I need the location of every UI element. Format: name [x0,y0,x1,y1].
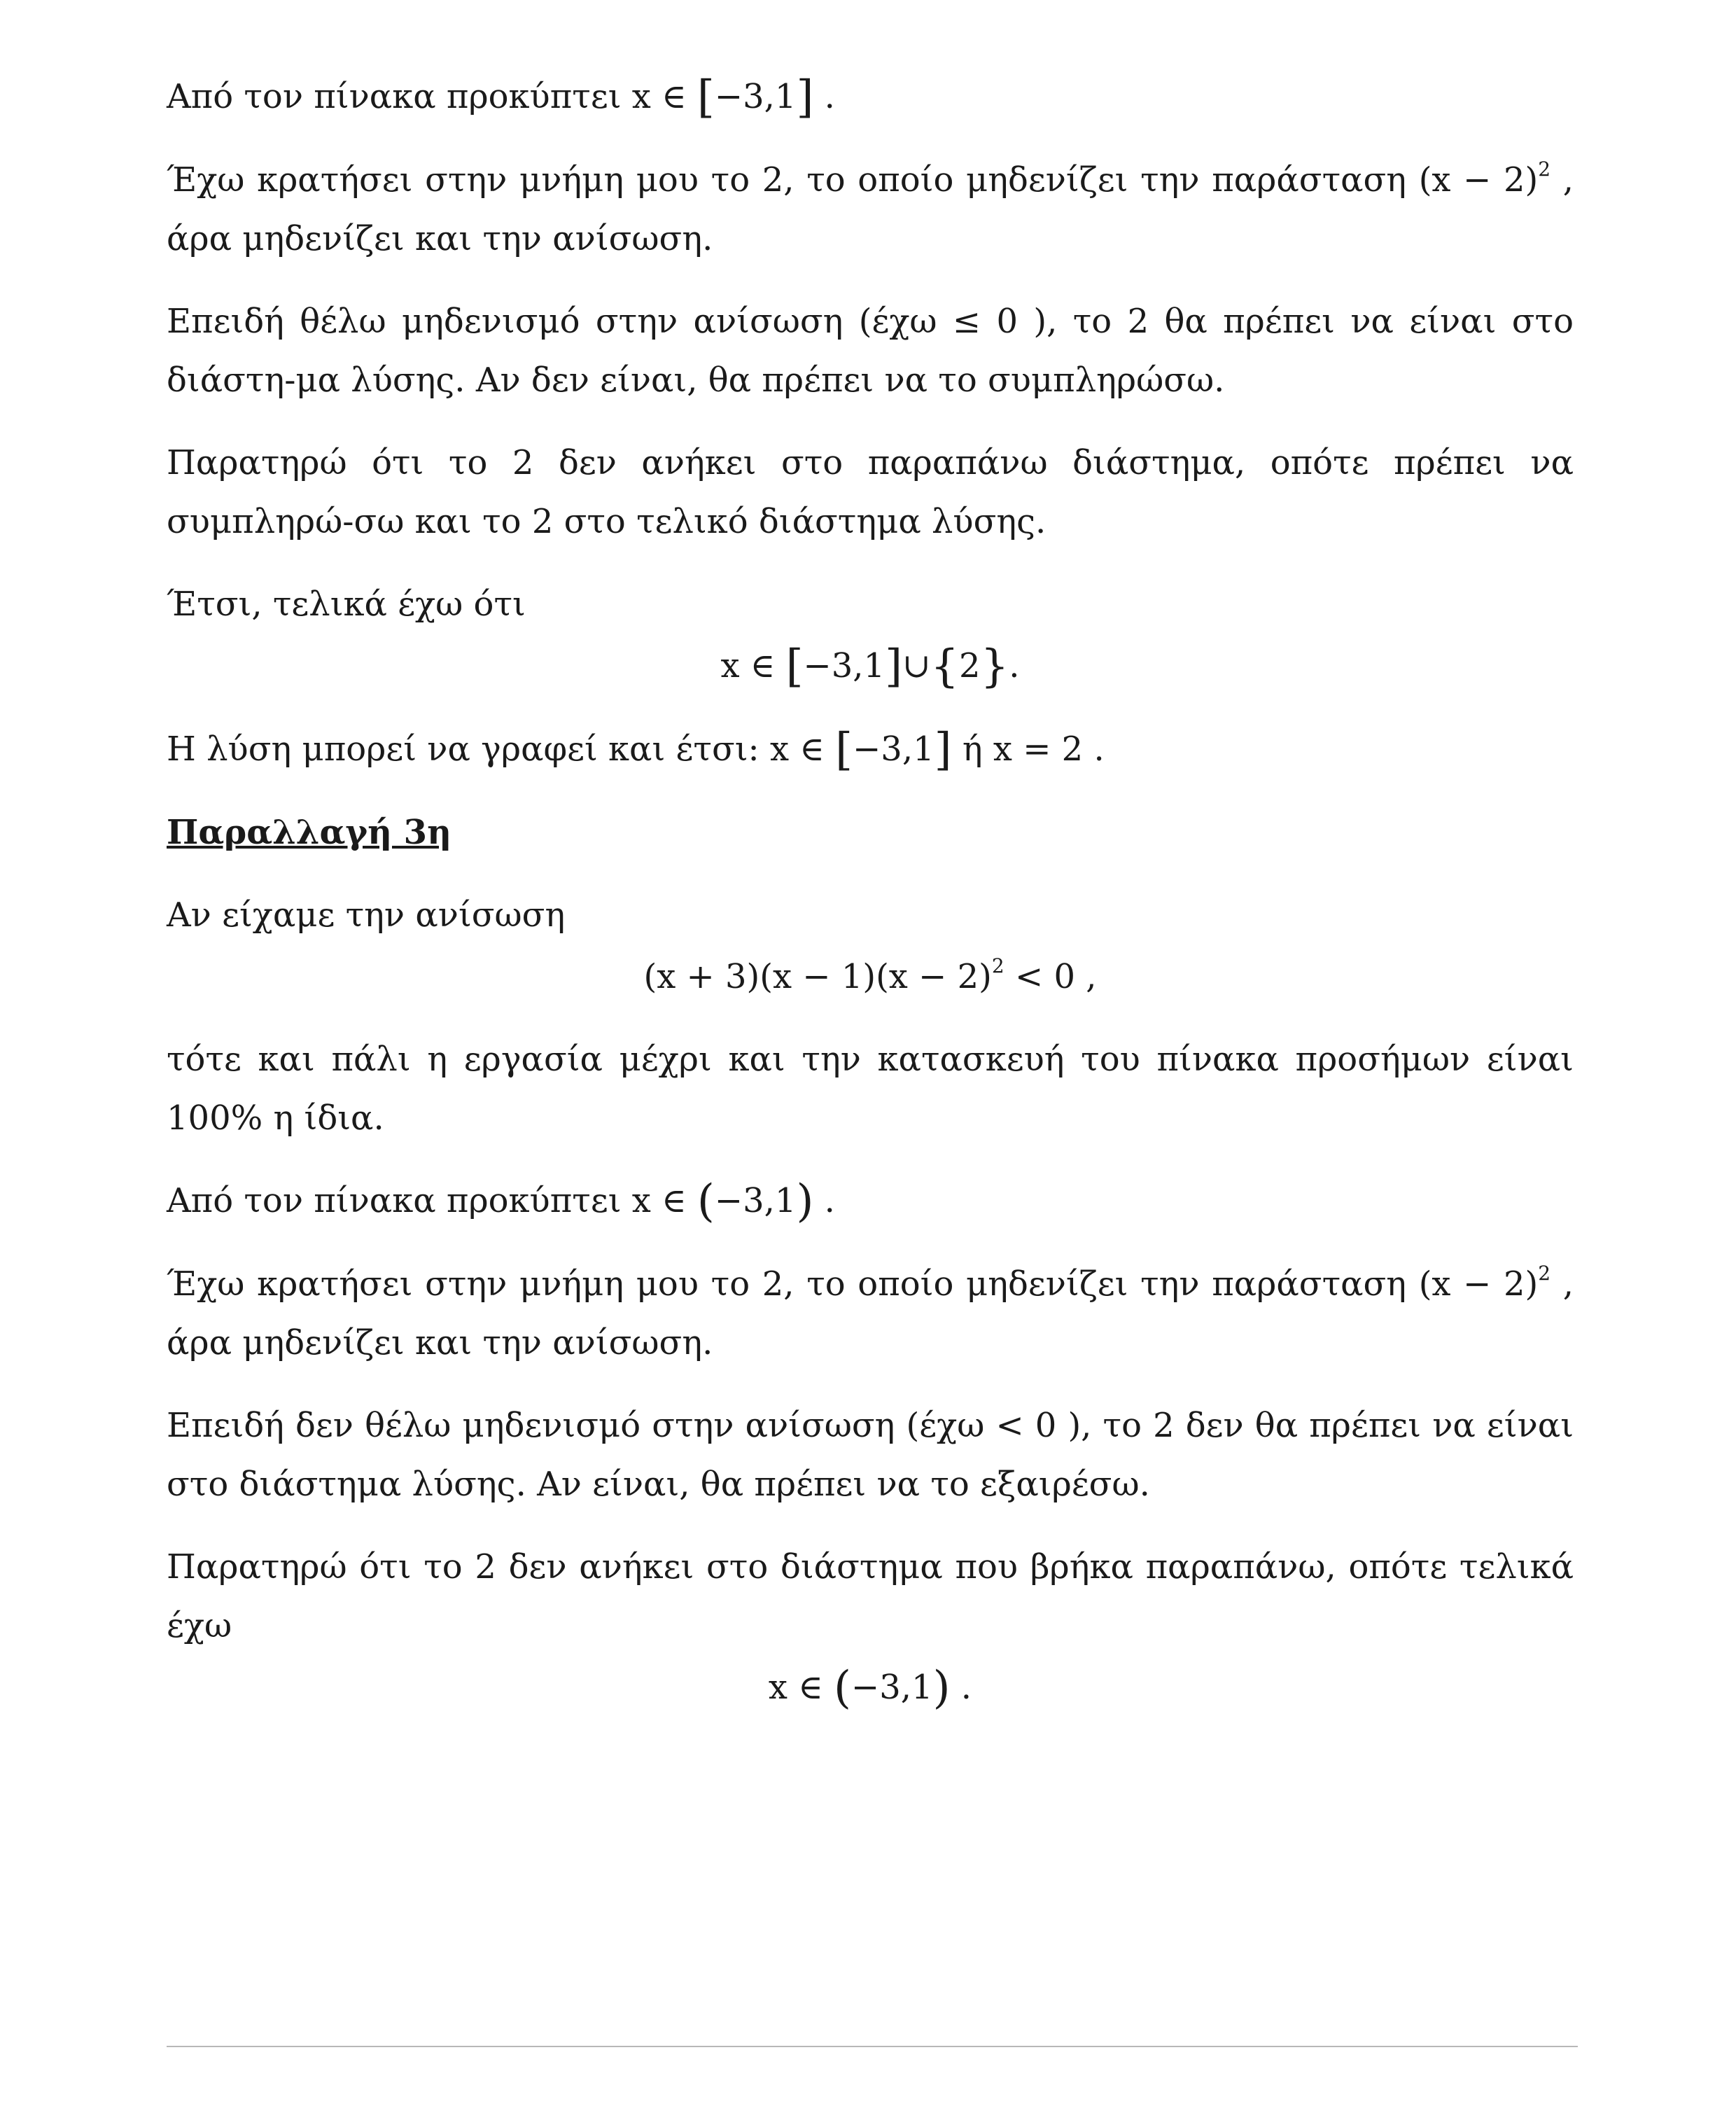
paragraph [167,67,1574,127]
exponent: 2 [1538,158,1551,181]
paragraph [167,1537,1574,1655]
bracket: ( [834,1662,852,1714]
text-run: Η λύση μπορεί να γραφεί και έτσι: [167,730,770,769]
math-expression: x ∈ [631,1181,697,1220]
document-page [167,67,1574,1741]
text-run: . [813,1181,835,1220]
math-expression: (x − 2) [1418,1264,1539,1304]
bracket: } [980,641,1009,692]
paragraph [167,886,1574,944]
section-heading [167,803,1574,862]
text-run: . [813,77,835,116]
math-expression: (x − 2) [1418,160,1539,200]
text-run: . [1083,730,1105,769]
math-expression: −3,1 [714,77,797,116]
math-expression: −3,1 [714,1181,797,1220]
math-expression: x = 2 [993,730,1084,769]
text-run: . [1009,646,1020,685]
bracket: ) [932,1662,951,1714]
bracket: [ [785,641,804,692]
footer-rule [167,2046,1578,2047]
math-expression: < 0 , [1004,957,1097,996]
display-equation [167,1658,1574,1717]
bracket: ] [796,71,814,123]
text-run: Έτσι, τελικά έχω ότι [167,585,526,624]
text-run: Από τον πίνακα προκύπτει [167,77,632,116]
bracket: ) [796,1176,814,1227]
bracket: [ [696,71,715,123]
paragraph [167,1255,1574,1372]
math-expression: x ∈ [720,646,786,685]
text-run: ή [951,730,993,769]
paragraph [167,151,1574,268]
display-equation [167,947,1574,1006]
math-expression: ∪ [902,646,931,685]
text-run: , άρα μηδενίζει και την ανίσωση. [167,1264,1574,1362]
math-expression: < 0 [995,1406,1057,1445]
bracket: [ [835,724,853,776]
text-run: ), το 2 θα πρέπει να είναι στο διάστη-μα λύσης. Αν δεν είναι, θα πρέπει να το συμπληρώσω. [167,302,1574,400]
text-run: ), το 2 δεν θα πρέπει να είναι στο διάστημα λύσης. Αν είναι, θα πρέπει να το εξαιρέσω. [167,1406,1574,1504]
bracket: ] [934,724,952,776]
text-run: Έχω κρατήσει στην μνήμη μου το 2, το οποίο μηδενίζει την παράσταση [167,1264,1419,1304]
text-run: Παραλλαγή 3η [167,813,451,852]
math-expression: x ∈ [769,730,836,769]
text-run: Από τον πίνακα προκύπτει [167,1181,632,1220]
text-run: τότε και πάλι η εργασία μέχρι και την κατασκευή του πίνακα προσήμων είναι 100% η ίδια. [167,1040,1574,1138]
text-run: Επειδή θέλω μηδενισμό στην ανίσωση (έχω [167,302,953,341]
math-expression: −3,1 [803,646,886,685]
paragraph [167,1396,1574,1514]
paragraph [167,1030,1574,1148]
math-expression: (x + 3)(x − 1)(x − 2) [643,957,992,996]
text-run: , άρα μηδενίζει και την ανίσωση. [167,160,1574,258]
exponent: 2 [991,954,1004,977]
text-run: . [950,1668,972,1707]
math-expression: x ∈ [768,1668,834,1707]
paragraph [167,1171,1574,1231]
bracket: ] [885,641,903,692]
paragraph [167,720,1574,779]
bracket: ( [696,1176,715,1227]
math-expression: −3,1 [851,1668,933,1707]
math-expression: 2 [959,646,981,685]
math-expression: x ∈ [631,77,697,116]
exponent: 2 [1538,1262,1551,1285]
text-run: Επειδή δεν θέλω μηδενισμό στην ανίσωση (έχω [167,1406,996,1445]
math-expression: ≤ 0 [952,302,1018,341]
math-expression: −3,1 [853,730,934,769]
display-equation [167,636,1574,696]
paragraph [167,433,1574,551]
text-run: Αν είχαμε την ανίσωση [167,895,566,935]
bracket: { [930,641,960,692]
paragraph [167,292,1574,410]
text-run: Έχω κρατήσει στην μνήμη μου το 2, το οποίο μηδενίζει την παράσταση [167,160,1419,200]
paragraph [167,575,1574,634]
text-run: Παρατηρώ ότι το 2 δεν ανήκει στο παραπάνω διάστημα, οπότε πρέπει να συμπληρώ-σω και το 2 στο τελικό διάστημα λύσης. [167,443,1574,541]
text-run: Παρατηρώ ότι το 2 δεν ανήκει στο διάστημα που βρήκα παραπάνω, οπότε τελικά έχω [167,1547,1574,1645]
